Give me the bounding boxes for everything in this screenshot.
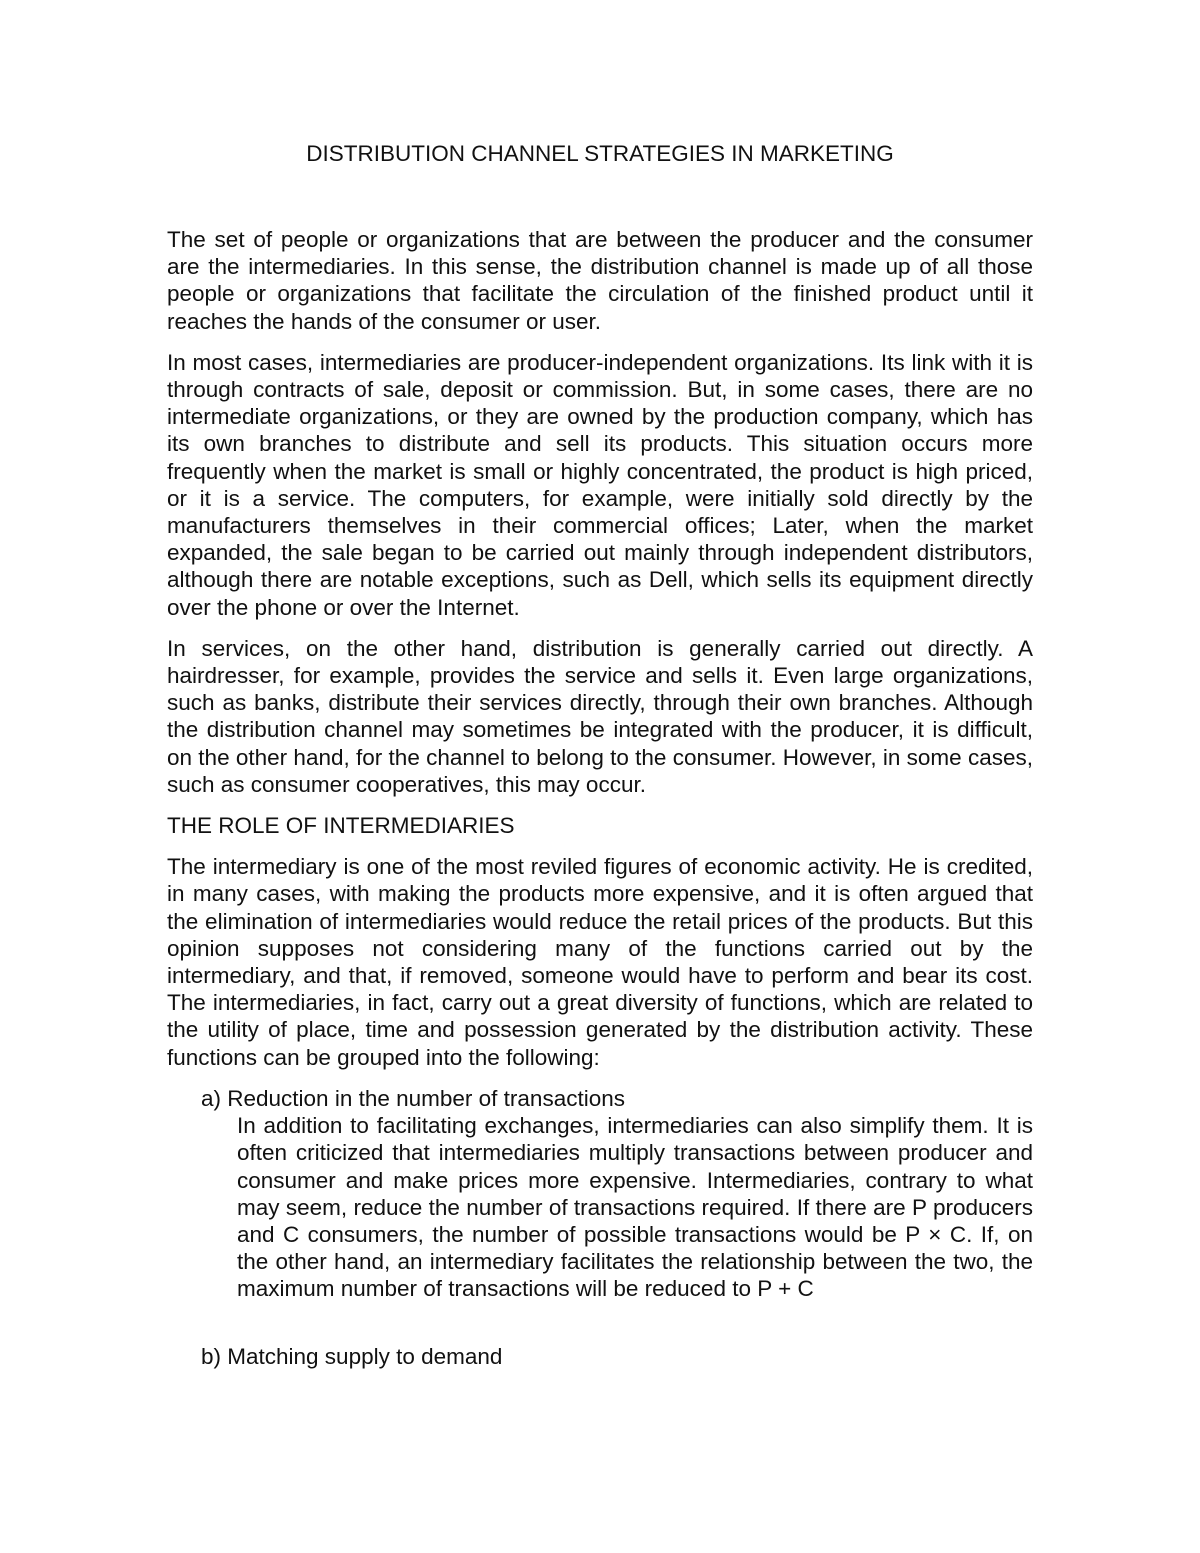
- function-list: [167, 1085, 1033, 1370]
- document-body: [167, 226, 1033, 1384]
- paragraph: In services, on the other hand, distribution is generally carried out directly. A hairdresser, for example, provides the service and sells it. Even large organizations, such as banks, distribute their services directly, through their own branches. Although the distribution channel may sometimes be integrated with the producer, it is difficult, on the other hand, for the channel to belong to the consumer. However, in some cases, such as consumer cooperatives, this may occur.: [167, 635, 1033, 797]
- list-item: [167, 1343, 1033, 1370]
- list-item-label: b) Matching supply to demand: [201, 1343, 503, 1369]
- document-title: DISTRIBUTION CHANNEL STRATEGIES IN MARKETING: [306, 141, 894, 166]
- paragraph: In most cases, intermediaries are producer-independent organizations. Its link with it is through contracts of sale, deposit or commission. But, in some cases, there are no intermediate organizations, or they are owned by the production company, which has its own branches to distribute and sell its products. This situation occurs more frequently when the market is small or highly concentrated, the product is high priced, or it is a service. The computers, for example, were initially sold directly by the manufacturers themselves in their commercial offices; Later, when the market expanded, the sale began to be carried out mainly through independent distributors, although there are notable exceptions, such as Dell, which sells its equipment directly over the phone or over the Internet.: [167, 349, 1033, 620]
- list-item-text: In addition to facilitating exchanges, intermediaries can also simplify them. It is often criticized that intermediaries multiply transactions between producer and consumer and make prices more expensive. Intermediaries, contrary to what may seem, reduce the number of transactions required. If there are P producers and C consumers, the number of possible transactions would be P × C. If, on the other hand, an intermediary facilitates the relationship between the two, the maximum number of transactions will be reduced to P + C: [237, 1113, 1033, 1302]
- section-paragraph: The intermediary is one of the most reviled figures of economic activity. He is credited, in many cases, with making the products more expensive, and it is often argued that the elimination of intermediaries would reduce the retail prices of the products. But this opinion supposes not considering many of the functions carried out by the intermediary, and that, if removed, someone would have to perform and bear its cost. The intermediaries, in fact, carry out a great diversity of functions, which are related to the utility of place, time and possession generated by the distribution activity. These functions can be grouped into the following:: [167, 854, 1033, 1070]
- section-heading: THE ROLE OF INTERMEDIARIES: [167, 813, 515, 839]
- list-spacer: [167, 1317, 1033, 1343]
- paragraph: The set of people or organizations that are between the producer and the consumer are the intermediaries. In this sense, the distribution channel is made up of all those people or organizations that facilitate the circulation of the finished product until it reaches the hands of the consumer or user.: [167, 227, 1033, 334]
- list-item-label: a) Reduction in the number of transactions: [201, 1085, 625, 1111]
- list-item: [167, 1085, 1033, 1303]
